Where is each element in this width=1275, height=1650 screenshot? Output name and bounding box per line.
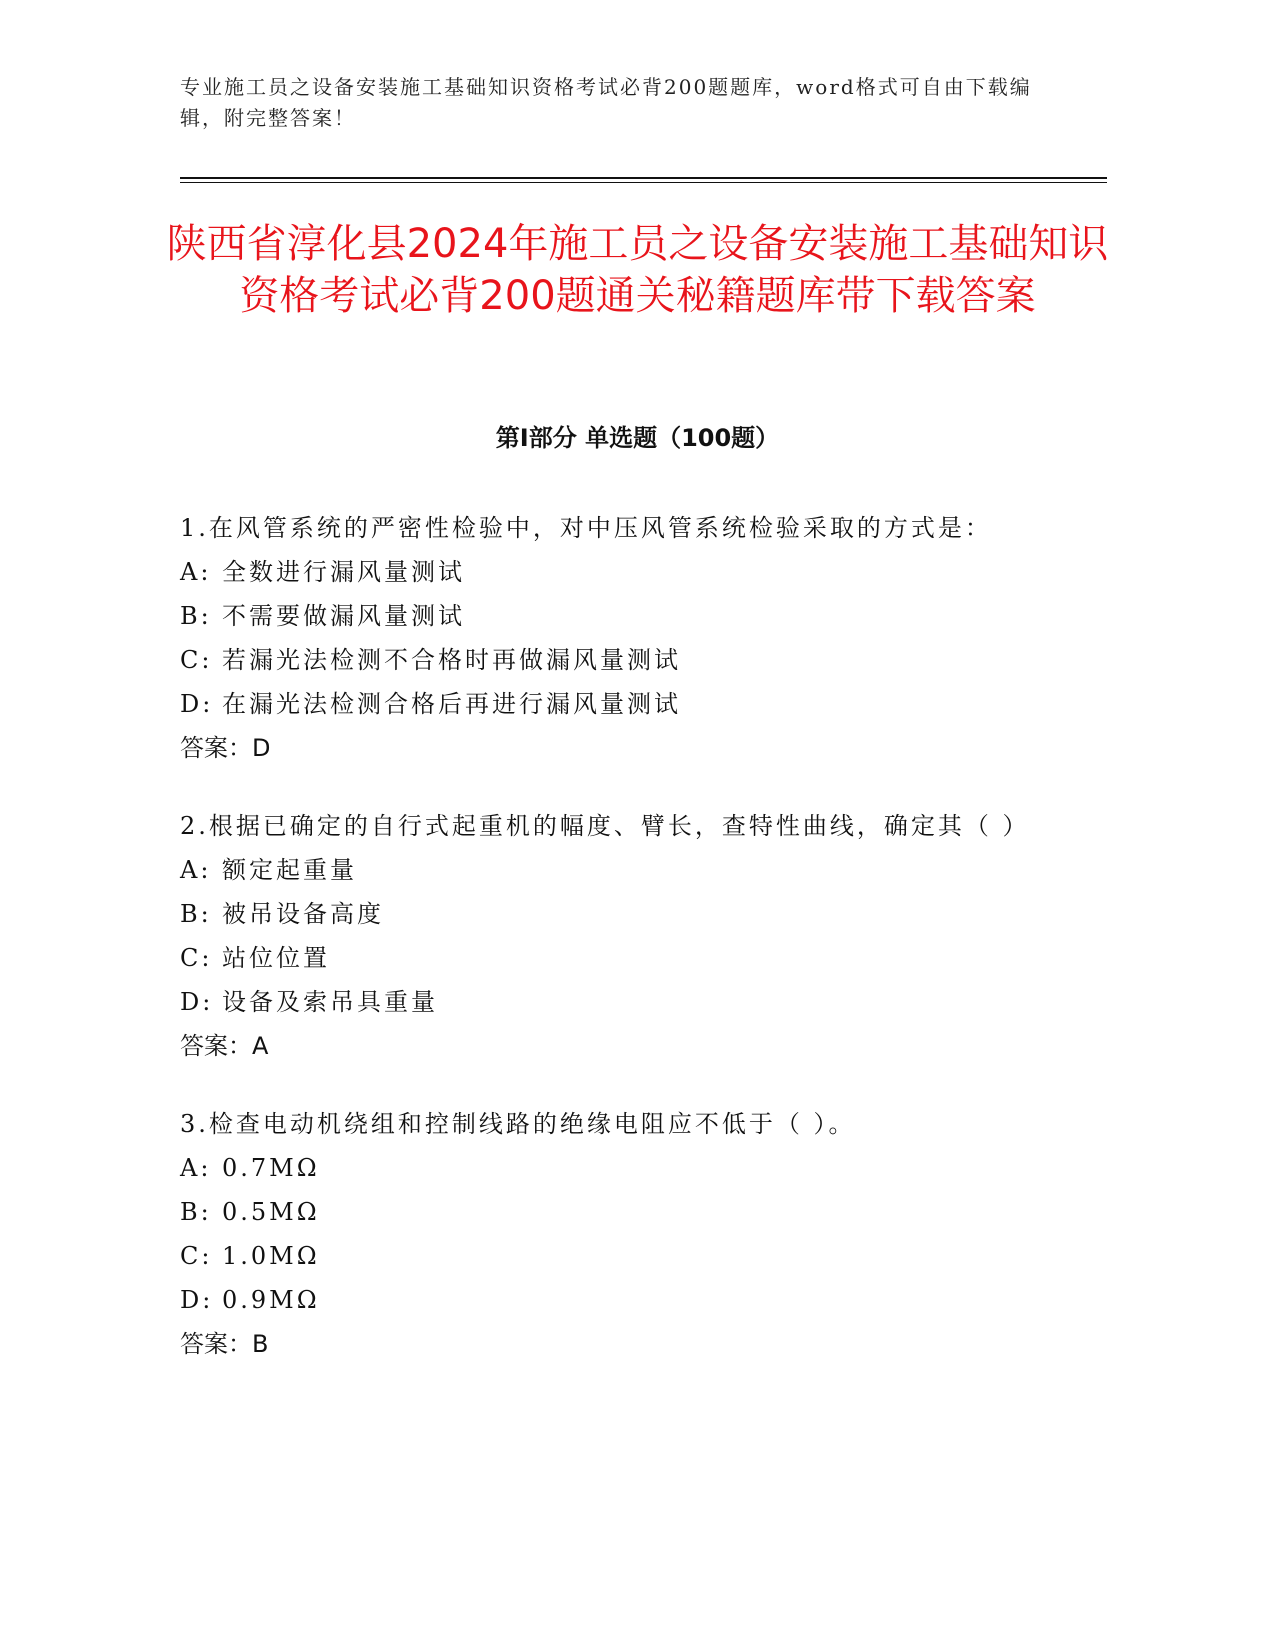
option-letter: D:: [180, 988, 214, 1016]
document-title: 陕西省淳化县2024年施工员之设备安装施工基础知识资格考试必背200题通关秘籍题库带下载答案: [166, 221, 1109, 319]
option-text: 全数进行漏风量测试: [222, 558, 465, 586]
option-a: [180, 550, 1080, 594]
option-letter: B:: [180, 602, 212, 630]
section-heading: 第Ⅰ部分 单选题（100题）: [495, 424, 780, 452]
question-stem: 3.检查电动机绕组和控制线路的绝缘电阻应不低于（ ）。: [180, 1110, 856, 1138]
option-b: [180, 1190, 1080, 1234]
option-letter: A:: [180, 1154, 212, 1182]
option-text: 在漏光法检测合格后再进行漏风量测试: [222, 690, 681, 718]
question-1: [180, 506, 1080, 770]
option-letter: B:: [180, 900, 212, 928]
option-letter: A:: [180, 558, 212, 586]
answer-line: 答案：B: [180, 1330, 269, 1358]
question-list: [180, 506, 1080, 1400]
header-divider-thick: [180, 177, 1107, 179]
option-d: [180, 682, 1080, 726]
option-c: [180, 638, 1080, 682]
option-text: 1.0MΩ: [222, 1242, 320, 1270]
option-text: 站位位置: [222, 944, 330, 972]
question-2: [180, 804, 1080, 1068]
option-letter: D:: [180, 1286, 214, 1314]
answer-line: 答案：D: [180, 734, 271, 762]
option-text: 0.9MΩ: [222, 1286, 320, 1314]
header-divider-thin: [180, 182, 1107, 183]
option-d: [180, 1278, 1080, 1322]
option-b: [180, 594, 1080, 638]
question-stem: 1.在风管系统的严密性检验中，对中压风管系统检验采取的方式是：: [180, 514, 992, 542]
option-c: [180, 1234, 1080, 1278]
option-text: 设备及索吊具重量: [222, 988, 438, 1016]
option-text: 额定起重量: [222, 856, 357, 884]
option-a: [180, 1146, 1080, 1190]
option-letter: B:: [180, 1198, 212, 1226]
option-text: 0.5MΩ: [222, 1198, 320, 1226]
option-letter: D:: [180, 690, 214, 718]
option-d: [180, 980, 1080, 1024]
option-c: [180, 936, 1080, 980]
option-a: [180, 848, 1080, 892]
option-b: [180, 892, 1080, 936]
option-letter: A:: [180, 856, 212, 884]
option-text: 若漏光法检测不合格时再做漏风量测试: [222, 646, 681, 674]
option-letter: C:: [180, 646, 213, 674]
option-letter: C:: [180, 944, 213, 972]
option-text: 不需要做漏风量测试: [222, 602, 465, 630]
option-letter: C:: [180, 1242, 213, 1270]
option-text: 0.7MΩ: [222, 1154, 320, 1182]
option-text: 被吊设备高度: [222, 900, 384, 928]
header-note: 专业施工员之设备安装施工基础知识资格考试必背200题题库，word格式可自由下载编辑，附完整答案！: [180, 75, 1032, 130]
question-stem: 2.根据已确定的自行式起重机的幅度、臂长，查特性曲线，确定其（ ）: [180, 812, 1030, 840]
answer-line: 答案：A: [180, 1032, 269, 1060]
question-3: [180, 1102, 1080, 1366]
